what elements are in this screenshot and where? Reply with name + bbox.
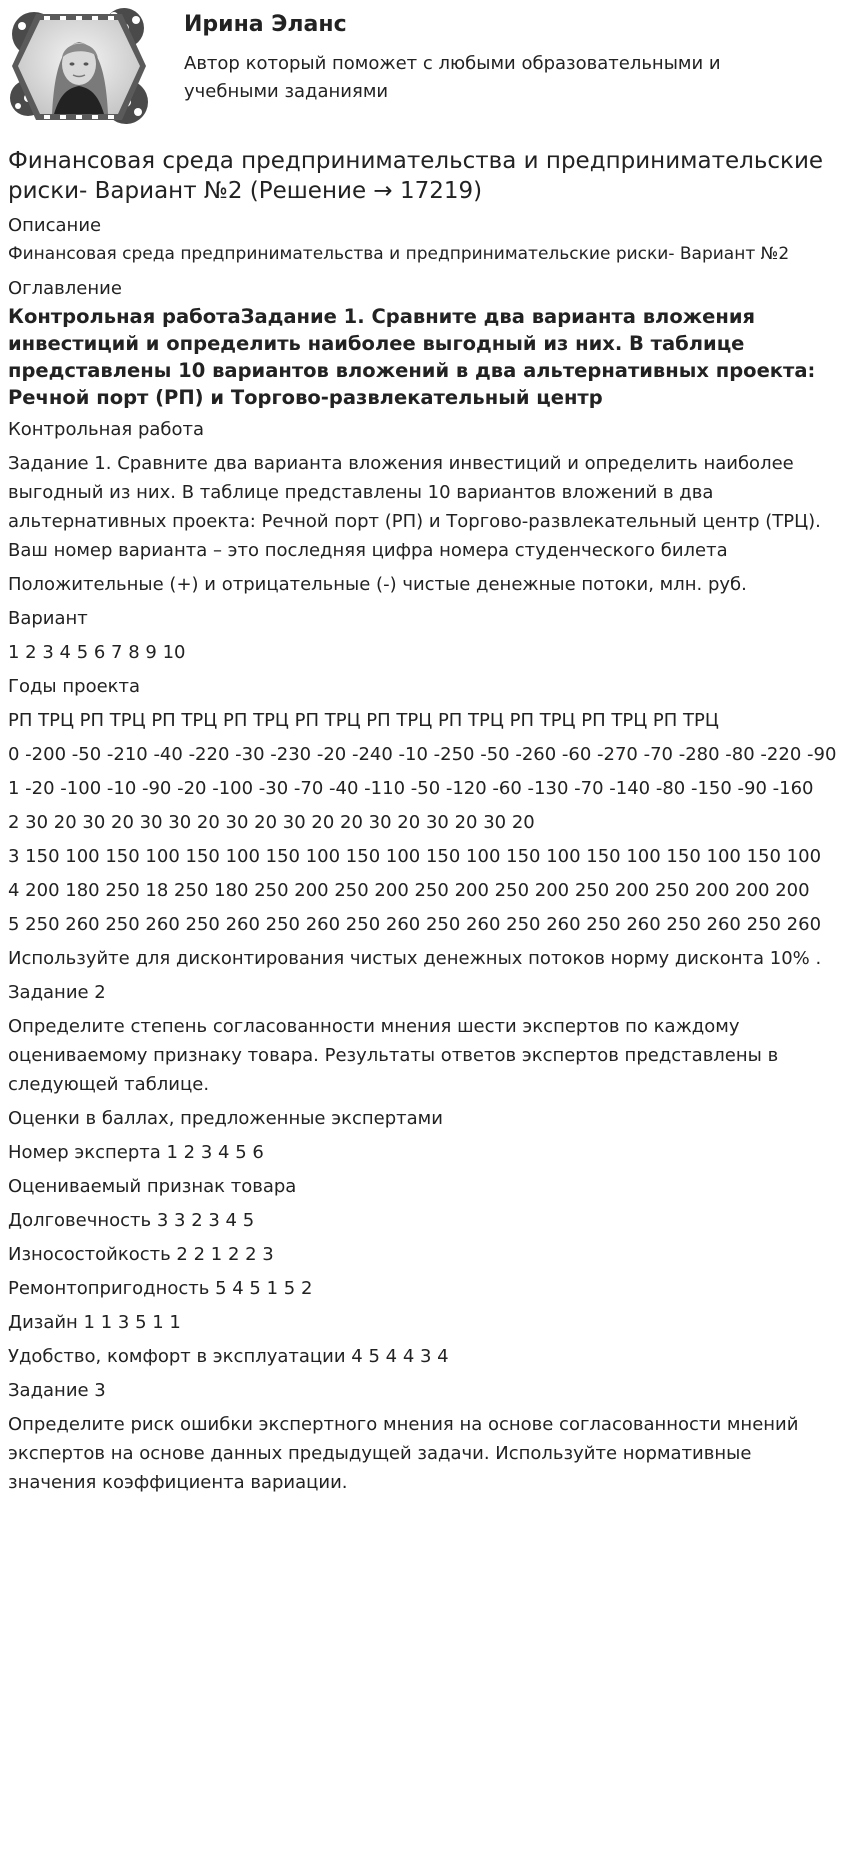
page-title: Финансовая среда предпринимательства и предпринимательские риски- Вариант №2 (Решение → 17219) <box>8 148 824 204</box>
paragraph: Задание 2 <box>8 982 106 1003</box>
paragraph: 1 -20 -100 -10 -90 -20 -100 -30 -70 -40 -110 -50 -120 -60 -130 -70 -140 -80 -150 -90 -160 <box>8 778 814 799</box>
paragraph: Номер эксперта 1 2 3 4 5 6 <box>8 1142 264 1163</box>
document-body <box>8 146 842 1497</box>
paragraph: 0 -200 -50 -210 -40 -220 -30 -230 -20 -240 -10 -250 -50 -260 -60 -270 -70 -280 -80 -220 -90 <box>8 744 837 765</box>
film-reel-portrait-icon <box>8 6 150 128</box>
paragraph: 1 2 3 4 5 6 7 8 9 10 <box>8 642 186 663</box>
paragraph: Дизайн 1 1 3 5 1 1 <box>8 1312 181 1333</box>
paragraph: Долговечность 3 3 2 3 4 5 <box>8 1210 255 1231</box>
paragraph: 3 150 100 150 100 150 100 150 100 150 100 150 100 150 100 150 100 150 100 150 100 <box>8 846 822 867</box>
toc-heading: Контрольная работаЗадание 1. Сравните два варианта вложения инвестиций и определить наиболее выгодный из них. В таблице представлены 10 вариантов вложений в два альтернативных проекта: Речной порт (РП) и Торгово-развлекательный центр <box>8 305 816 409</box>
paragraph: Задание 1. Сравните два варианта вложения инвестиций и определить наиболее выгодный из них. В таблице представлены 10 вариантов вложений в два альтернативных проекта: Речной порт (РП) и Торгово-развлекательный центр (ТРЦ). Ваш номер варианта – это последняя цифра номера студенческого билета <box>8 453 821 561</box>
toc-label: Оглавление <box>8 278 122 299</box>
paragraph: Вариант <box>8 608 88 629</box>
paragraph: Оцениваемый признак товара <box>8 1176 297 1197</box>
paragraph: 2 30 20 30 20 30 30 20 30 20 30 20 20 30 20 30 20 30 20 <box>8 812 535 833</box>
paragraph: Ремонтопригодность 5 4 5 1 5 2 <box>8 1278 313 1299</box>
description-label: Описание <box>8 215 102 236</box>
paragraph: Положительные (+) и отрицательные (-) чистые денежные потоки, млн. руб. <box>8 574 747 595</box>
author-name: Ирина Эланс <box>184 12 347 37</box>
paragraph: Используйте для дисконтирования чистых денежных потоков норму дисконта 10% . <box>8 948 822 969</box>
description-text: Финансовая среда предпринимательства и предпринимательские риски- Вариант №2 <box>8 244 790 264</box>
paragraph: Задание 3 <box>8 1380 106 1401</box>
paragraph: Износостойкость 2 2 1 2 2 3 <box>8 1244 274 1265</box>
author-card <box>0 0 847 140</box>
paragraph: Годы проекта <box>8 676 141 697</box>
author-description: Автор который поможет с любыми образовательными и учебными заданиями <box>184 53 721 102</box>
paragraph: 5 250 260 250 260 250 260 250 260 250 260 250 260 250 260 250 260 250 260 250 260 <box>8 914 822 935</box>
paragraph: 4 200 180 250 18 250 180 250 200 250 200 250 200 250 200 250 200 250 200 200 200 <box>8 880 810 901</box>
paragraph: Контрольная работа <box>8 419 205 440</box>
paragraph: РП ТРЦ РП ТРЦ РП ТРЦ РП ТРЦ РП ТРЦ РП ТРЦ РП ТРЦ РП ТРЦ РП ТРЦ РП ТРЦ <box>8 710 719 731</box>
paragraph: Определите степень согласованности мнения шести экспертов по каждому оцениваемому признаку товара. Результаты ответов экспертов представлены в следующей таблице. <box>8 1016 779 1095</box>
paragraph: Оценки в баллах, предложенные экспертами <box>8 1108 443 1129</box>
paragraph: Определите риск ошибки экспертного мнения на основе согласованности мнений экспертов на основе данных предыдущей задачи. Используйте нормативные значения коэффициента вариации. <box>8 1414 799 1493</box>
paragraph: Удобство, комфорт в эксплуатации 4 5 4 4 3 4 <box>8 1346 449 1367</box>
